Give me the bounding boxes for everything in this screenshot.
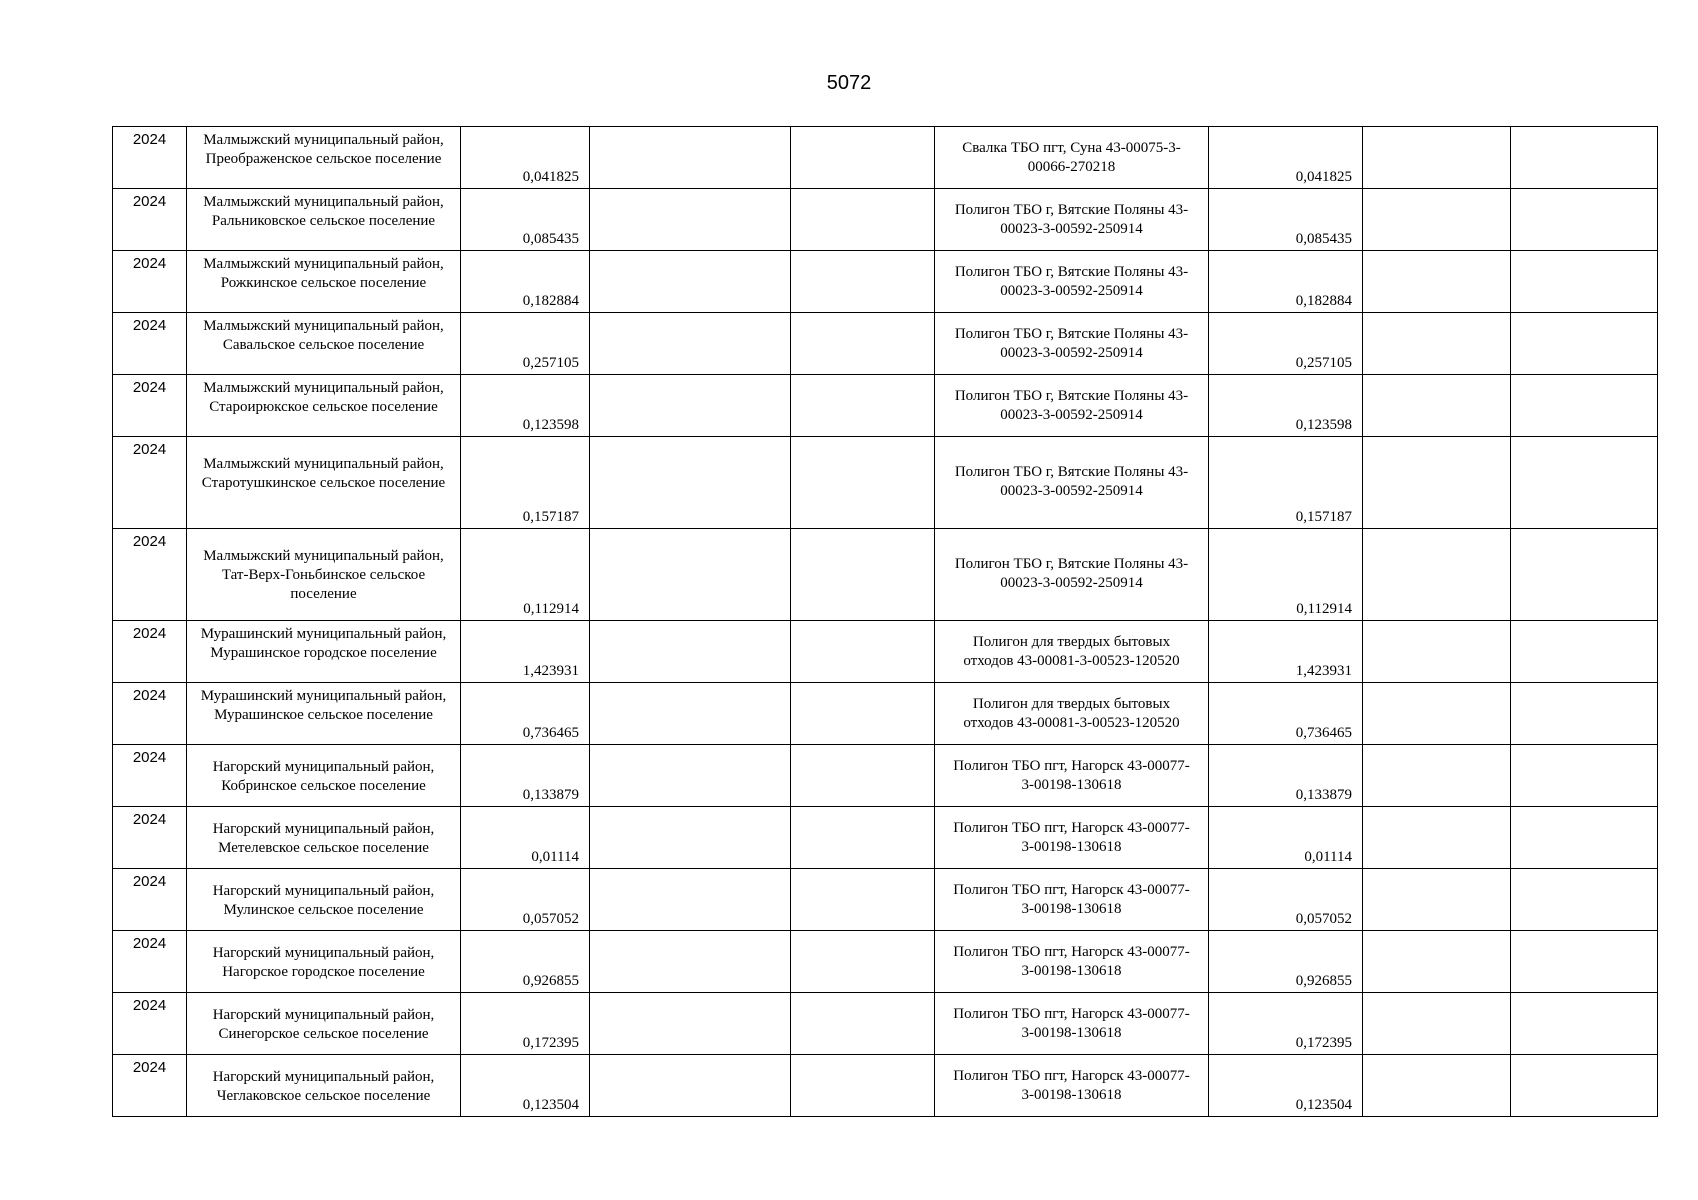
empty-cell xyxy=(590,251,791,313)
municipality-text: Мурашинский муниципальный район, Мурашинское городское поселение xyxy=(200,626,447,661)
value2-cell xyxy=(1209,251,1363,313)
empty-cell xyxy=(590,437,791,529)
table-row xyxy=(113,931,1658,993)
value-cell xyxy=(461,1055,590,1117)
year-cell: 2024 xyxy=(113,931,187,993)
empty-cell xyxy=(1363,869,1511,931)
facility-text: Полигон ТБО пгт, Нагорск 43-00077-3-00198-130618 xyxy=(953,1006,1190,1041)
year-cell: 2024 xyxy=(113,683,187,745)
value2-cell xyxy=(1209,375,1363,437)
municipality-text: Малмыжский муниципальный район, Тат-Верх-Гоньбинское сельское поселение xyxy=(203,548,444,602)
facility-text: Полигон для твердых бытовых отходов 43-00081-3-00523-120520 xyxy=(963,696,1180,731)
facility-text: Полигон ТБО г, Вятские Поляны 43-00023-3-00592-250914 xyxy=(954,556,1189,591)
empty-cell xyxy=(590,127,791,189)
municipality-text: Нагорский муниципальный район, Синегорское сельское поселение xyxy=(212,1007,435,1042)
value2-cell xyxy=(1209,127,1363,189)
municipality-cell xyxy=(187,1055,461,1117)
value2-text: 1,423931 xyxy=(1295,663,1352,679)
table-row xyxy=(113,251,1658,313)
table-row xyxy=(113,993,1658,1055)
value-text: 1,423931 xyxy=(522,663,579,679)
facility-cell xyxy=(935,251,1209,313)
empty-cell xyxy=(1511,127,1658,189)
value-text: 0,736465 xyxy=(522,725,579,741)
municipality-text: Нагорский муниципальный район, Нагорское городское поселение xyxy=(212,945,435,980)
municipality-text: Нагорский муниципальный район, Метелевское сельское поселение xyxy=(212,821,435,856)
value2-text: 0,041825 xyxy=(1295,169,1352,185)
empty-cell xyxy=(791,375,935,437)
empty-cell xyxy=(1511,375,1658,437)
facility-cell xyxy=(935,621,1209,683)
table-row xyxy=(113,807,1658,869)
value-text: 0,926855 xyxy=(522,973,579,989)
value2-cell xyxy=(1209,807,1363,869)
value2-text: 0,257105 xyxy=(1295,355,1352,371)
empty-cell xyxy=(590,807,791,869)
empty-cell xyxy=(590,1055,791,1117)
year-cell: 2024 xyxy=(113,993,187,1055)
value-text: 0,123504 xyxy=(522,1097,579,1113)
empty-cell xyxy=(1511,807,1658,869)
municipality-text: Мурашинский муниципальный район, Мурашинское сельское поселение xyxy=(200,688,447,723)
year-cell: 2024 xyxy=(113,375,187,437)
value-text: 0,133879 xyxy=(522,787,579,803)
empty-cell xyxy=(1363,683,1511,745)
year-cell: 2024 xyxy=(113,1055,187,1117)
empty-cell xyxy=(1363,1055,1511,1117)
value-text: 0,057052 xyxy=(522,911,579,927)
empty-cell xyxy=(791,437,935,529)
value2-text: 0,157187 xyxy=(1295,509,1352,525)
value-cell xyxy=(461,683,590,745)
data-table xyxy=(112,126,1658,1117)
value-text: 0,041825 xyxy=(522,169,579,185)
facility-cell xyxy=(935,993,1209,1055)
value-cell xyxy=(461,189,590,251)
municipality-text: Малмыжский муниципальный район, Савальское сельское поселение xyxy=(203,318,444,353)
municipality-cell xyxy=(187,621,461,683)
table-body xyxy=(113,127,1658,1117)
municipality-text: Нагорский муниципальный район, Кобринское сельское поселение xyxy=(212,759,435,794)
empty-cell xyxy=(590,313,791,375)
table-row xyxy=(113,127,1658,189)
municipality-cell xyxy=(187,931,461,993)
empty-cell xyxy=(791,127,935,189)
year-cell: 2024 xyxy=(113,807,187,869)
facility-text: Полигон ТБО пгт, Нагорск 43-00077-3-00198-130618 xyxy=(953,820,1190,855)
value2-cell xyxy=(1209,313,1363,375)
facility-cell xyxy=(935,869,1209,931)
page-number: 5072 xyxy=(826,72,872,94)
value-text: 0,112914 xyxy=(523,601,579,617)
empty-cell xyxy=(791,621,935,683)
empty-cell xyxy=(1511,993,1658,1055)
table-row xyxy=(113,621,1658,683)
empty-cell xyxy=(590,375,791,437)
municipality-cell xyxy=(187,251,461,313)
empty-cell xyxy=(1511,437,1658,529)
municipality-cell xyxy=(187,375,461,437)
empty-cell xyxy=(1363,189,1511,251)
value-text: 0,085435 xyxy=(522,231,579,247)
value2-text: 0,172395 xyxy=(1295,1035,1352,1051)
municipality-cell xyxy=(187,683,461,745)
facility-text: Полигон ТБО пгт, Нагорск 43-00077-3-00198-130618 xyxy=(953,944,1190,979)
empty-cell xyxy=(791,529,935,621)
empty-cell xyxy=(1511,529,1658,621)
empty-cell xyxy=(1511,313,1658,375)
empty-cell xyxy=(1511,869,1658,931)
value2-text: 0,133879 xyxy=(1295,787,1352,803)
empty-cell xyxy=(791,1055,935,1117)
value2-cell xyxy=(1209,745,1363,807)
municipality-text: Нагорский муниципальный район, Мулинское сельское поселение xyxy=(212,883,435,918)
value2-text: 0,182884 xyxy=(1295,293,1352,309)
year-cell: 2024 xyxy=(113,251,187,313)
empty-cell xyxy=(1511,251,1658,313)
value2-cell xyxy=(1209,683,1363,745)
value2-text: 0,736465 xyxy=(1295,725,1352,741)
value2-text: 0,112914 xyxy=(1296,601,1352,617)
table-row xyxy=(113,313,1658,375)
value-cell xyxy=(461,869,590,931)
value2-text: 0,085435 xyxy=(1295,231,1352,247)
facility-text: Полигон ТБО пгт, Нагорск 43-00077-3-00198-130618 xyxy=(953,1068,1190,1103)
empty-cell xyxy=(791,807,935,869)
empty-cell xyxy=(1511,931,1658,993)
facility-text: Полигон ТБО г, Вятские Поляны 43-00023-3-00592-250914 xyxy=(954,388,1189,423)
facility-cell xyxy=(935,313,1209,375)
facility-text: Полигон ТБО пгт, Нагорск 43-00077-3-00198-130618 xyxy=(953,758,1190,793)
value-cell xyxy=(461,127,590,189)
facility-text: Полигон ТБО г, Вятские Поляны 43-00023-3-00592-250914 xyxy=(954,464,1189,499)
facility-cell xyxy=(935,437,1209,529)
municipality-text: Малмыжский муниципальный район, Староирюкское сельское поселение xyxy=(203,380,444,415)
facility-text: Полигон для твердых бытовых отходов 43-00081-3-00523-120520 xyxy=(963,634,1180,669)
facility-cell xyxy=(935,807,1209,869)
empty-cell xyxy=(1363,437,1511,529)
table-row xyxy=(113,529,1658,621)
municipality-cell xyxy=(187,437,461,529)
value-text: 0,182884 xyxy=(522,293,579,309)
empty-cell xyxy=(791,931,935,993)
value-text: 0,01114 xyxy=(531,849,579,865)
municipality-cell xyxy=(187,807,461,869)
municipality-text: Малмыжский муниципальный район, Преображенское сельское поселение xyxy=(203,132,444,167)
value2-cell xyxy=(1209,1055,1363,1117)
municipality-cell xyxy=(187,745,461,807)
empty-cell xyxy=(590,529,791,621)
value2-text: 0,057052 xyxy=(1295,911,1352,927)
year-cell: 2024 xyxy=(113,437,187,529)
municipality-cell xyxy=(187,529,461,621)
municipality-cell xyxy=(187,993,461,1055)
empty-cell xyxy=(1363,621,1511,683)
empty-cell xyxy=(1511,189,1658,251)
year-cell: 2024 xyxy=(113,869,187,931)
table-row xyxy=(113,1055,1658,1117)
value-text: 0,257105 xyxy=(522,355,579,371)
municipality-text: Нагорский муниципальный район, Чеглаковское сельское поселение xyxy=(212,1069,435,1104)
empty-cell xyxy=(791,189,935,251)
year-cell: 2024 xyxy=(113,621,187,683)
municipality-text: Малмыжский муниципальный район, Рожкинское сельское поселение xyxy=(203,256,444,291)
value-text: 0,172395 xyxy=(522,1035,579,1051)
facility-cell xyxy=(935,375,1209,437)
year-cell: 2024 xyxy=(113,529,187,621)
facility-cell xyxy=(935,745,1209,807)
value2-text: 0,01114 xyxy=(1304,849,1352,865)
empty-cell xyxy=(590,683,791,745)
facility-text: Полигон ТБО пгт, Нагорск 43-00077-3-00198-130618 xyxy=(953,882,1190,917)
facility-text: Полигон ТБО г, Вятские Поляны 43-00023-3-00592-250914 xyxy=(954,202,1189,237)
empty-cell xyxy=(1511,683,1658,745)
value-text: 0,123598 xyxy=(522,417,579,433)
table-row xyxy=(113,189,1658,251)
table-row xyxy=(113,683,1658,745)
value-cell xyxy=(461,375,590,437)
value-cell xyxy=(461,745,590,807)
empty-cell xyxy=(791,313,935,375)
municipality-cell xyxy=(187,869,461,931)
empty-cell xyxy=(1363,745,1511,807)
value-cell xyxy=(461,931,590,993)
value-cell xyxy=(461,437,590,529)
value2-cell xyxy=(1209,931,1363,993)
year-cell: 2024 xyxy=(113,745,187,807)
empty-cell xyxy=(590,745,791,807)
municipality-cell xyxy=(187,313,461,375)
empty-cell xyxy=(791,745,935,807)
empty-cell xyxy=(590,931,791,993)
facility-cell xyxy=(935,189,1209,251)
empty-cell xyxy=(1363,529,1511,621)
empty-cell xyxy=(1363,127,1511,189)
empty-cell xyxy=(590,993,791,1055)
municipality-text: Малмыжский муниципальный район, Ральниковское сельское поселение xyxy=(203,194,444,229)
value2-cell xyxy=(1209,621,1363,683)
facility-cell xyxy=(935,127,1209,189)
empty-cell xyxy=(791,993,935,1055)
table-row xyxy=(113,869,1658,931)
value2-cell xyxy=(1209,189,1363,251)
municipality-cell xyxy=(187,189,461,251)
value-text: 0,157187 xyxy=(522,509,579,525)
facility-cell xyxy=(935,529,1209,621)
facility-text: Полигон ТБО г, Вятские Поляны 43-00023-3-00592-250914 xyxy=(954,326,1189,361)
value-cell xyxy=(461,993,590,1055)
value2-text: 0,926855 xyxy=(1295,973,1352,989)
value2-cell xyxy=(1209,529,1363,621)
facility-text: Полигон ТБО г, Вятские Поляны 43-00023-3-00592-250914 xyxy=(954,264,1189,299)
empty-cell xyxy=(590,869,791,931)
value2-text: 0,123504 xyxy=(1295,1097,1352,1113)
empty-cell xyxy=(791,251,935,313)
empty-cell xyxy=(590,189,791,251)
municipality-cell xyxy=(187,127,461,189)
facility-text: Свалка ТБО пгт, Суна 43-00075-3-00066-270218 xyxy=(962,140,1181,175)
empty-cell xyxy=(1363,931,1511,993)
value-cell xyxy=(461,313,590,375)
year-cell: 2024 xyxy=(113,127,187,189)
facility-cell xyxy=(935,1055,1209,1117)
empty-cell xyxy=(1363,251,1511,313)
value2-cell xyxy=(1209,869,1363,931)
value2-cell xyxy=(1209,437,1363,529)
table-row xyxy=(113,437,1658,529)
empty-cell xyxy=(1511,745,1658,807)
year-cell: 2024 xyxy=(113,313,187,375)
empty-cell xyxy=(1511,1055,1658,1117)
empty-cell xyxy=(1511,621,1658,683)
value-cell xyxy=(461,251,590,313)
empty-cell xyxy=(791,869,935,931)
value-cell xyxy=(461,807,590,869)
empty-cell xyxy=(1363,375,1511,437)
value2-cell xyxy=(1209,993,1363,1055)
facility-cell xyxy=(935,931,1209,993)
value2-text: 0,123598 xyxy=(1295,417,1352,433)
year-cell: 2024 xyxy=(113,189,187,251)
value-cell xyxy=(461,529,590,621)
value-cell xyxy=(461,621,590,683)
table-row xyxy=(113,375,1658,437)
empty-cell xyxy=(791,683,935,745)
empty-cell xyxy=(1363,807,1511,869)
empty-cell xyxy=(1363,993,1511,1055)
table-row xyxy=(113,745,1658,807)
empty-cell xyxy=(590,621,791,683)
empty-cell xyxy=(1363,313,1511,375)
facility-cell xyxy=(935,683,1209,745)
municipality-text: Малмыжский муниципальный район, Старотушкинское сельское поселение xyxy=(201,456,446,491)
